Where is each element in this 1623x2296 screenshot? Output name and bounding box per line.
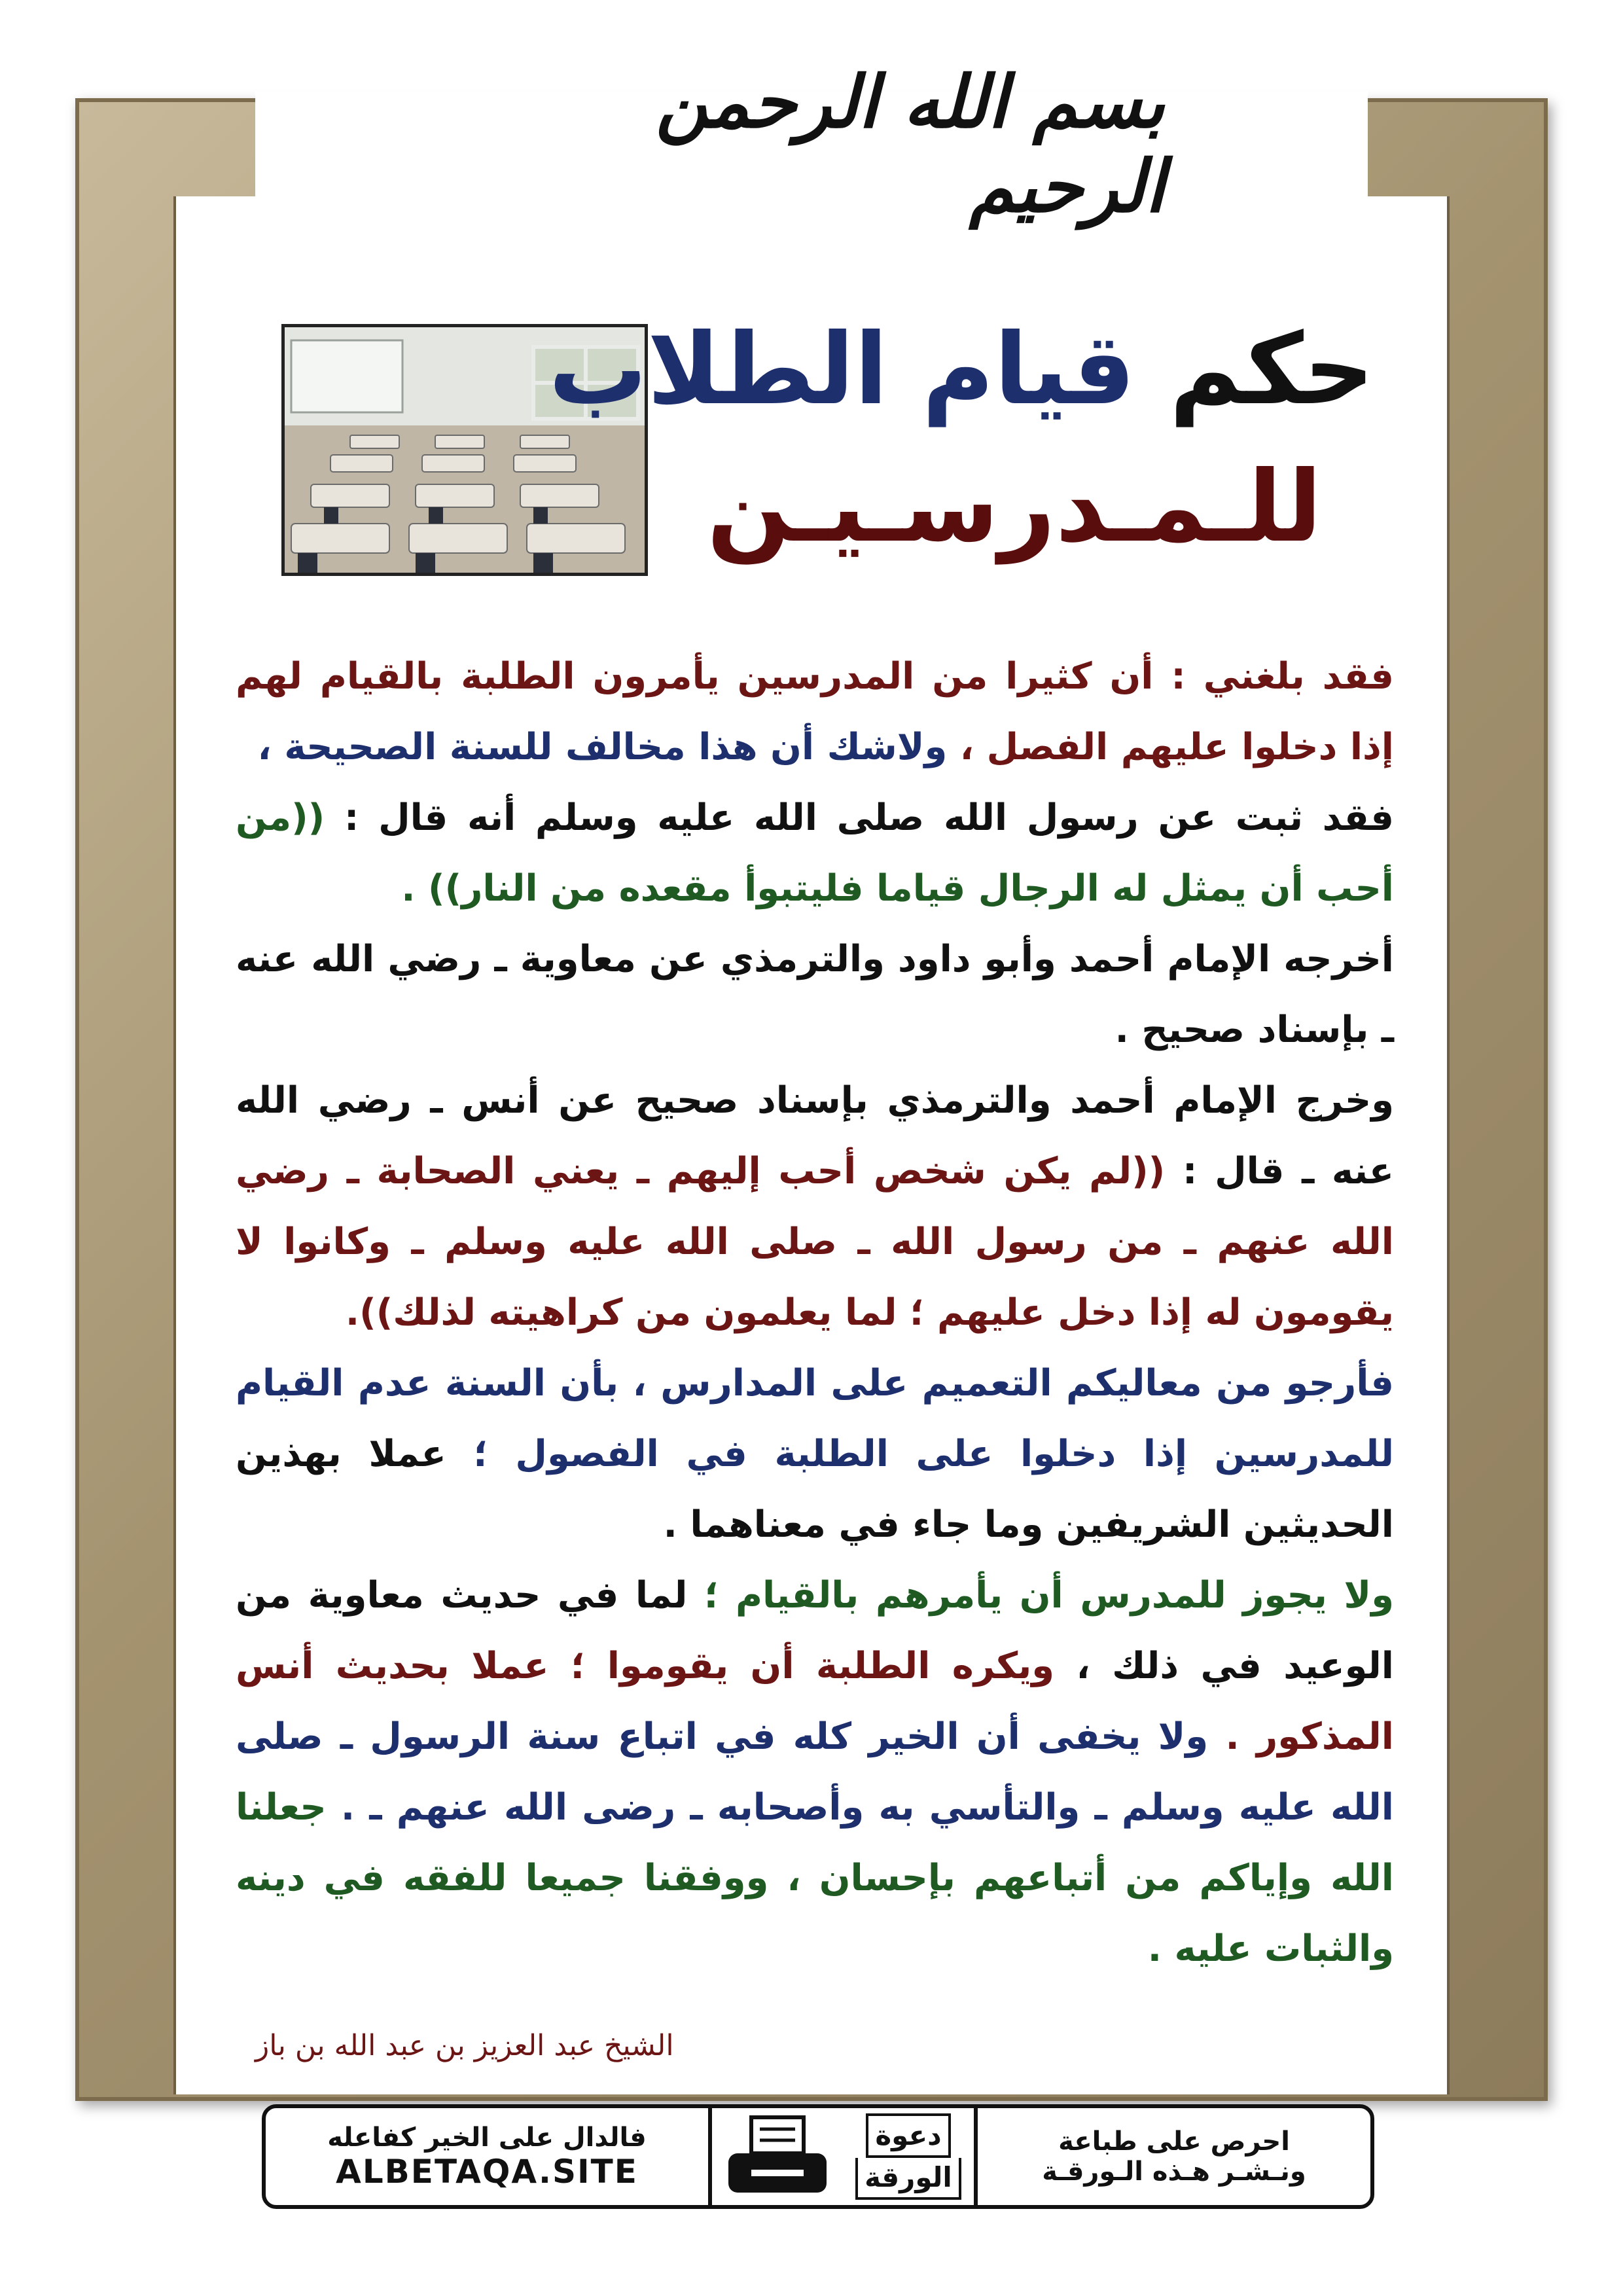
footer-site-url: ALBETAQA.SITE bbox=[336, 2153, 638, 2191]
body-text-segment: ولاشك أن هذا مخالف للسنة الصحيحة ، bbox=[257, 726, 948, 768]
body-text-segment: ولا يجوز للمدرس أن يأمرهم بالقيام ؛ bbox=[687, 1574, 1395, 1617]
title-word-hukm: حكم bbox=[1169, 313, 1374, 427]
page-title-line-1 bbox=[548, 308, 1374, 432]
body-text-segment: ((لم يكن شخص أحب إليهم ـ يعني الصحابة ـ رضي الله عنهم ـ من رسول الله ـ صلى الله عليه وسلم ـ وكانوا لا يقومون له إذا دخل عليهم ؛ لما يعلمون من كراهيته لذلك)). bbox=[236, 1150, 1394, 1334]
article-body bbox=[236, 641, 1394, 1984]
body-text-segment: جعلنا الله وإياكم من أتباعهم بإحسان ، ووفقنا جميعا للفقه في دينه والثبات عليه . bbox=[236, 1786, 1394, 1970]
basmala-calligraphy: بسم الله الرحمن الرحيم bbox=[655, 60, 1165, 228]
title-word-qiyam: قيام الطلاب bbox=[548, 313, 1135, 427]
body-text-segment: أخرجه الإمام أحمد وأبو داود والترمذي عن معاوية ـ رضي الله عنه ـ بإسناد صحيح . bbox=[236, 938, 1394, 1051]
body-text-segment: فأرجو من معاليكم التعميم على المدارس ، بأن السنة عدم القيام للمدرسين إذا دخلوا على الطلبة في الفصول ؛ bbox=[236, 1362, 1395, 1475]
body-text-segment: فقد بلغني : أن كثيرا من المدرسين يأمرون الطلبة بالقيام لهم إذا دخلوا عليهم الفصل ، bbox=[236, 655, 1394, 768]
footer-proverb: فالدال على الخير كفاعله bbox=[327, 2123, 647, 2153]
footer-bar bbox=[262, 2104, 1374, 2209]
body-text-segment: ((من أحب أن يمثل له الرجال قياما فليتبوأ مقعده من النار)) . bbox=[236, 797, 1394, 910]
printer-icon-graphic bbox=[722, 2111, 833, 2202]
body-text-segment: وخرج الإمام أحمد والترمذي بإسناد صحيح عن أنس ـ رضي الله عنه ـ قال : bbox=[236, 1079, 1394, 1193]
body-text-segment: لما في حديث معاوية من الوعيد في ذلك ، bbox=[236, 1574, 1394, 1687]
logo-line-1: دعوة bbox=[866, 2113, 950, 2158]
printer-icon bbox=[712, 2108, 843, 2205]
logo-line-2: الورقة bbox=[855, 2158, 961, 2200]
footer-site bbox=[266, 2108, 708, 2205]
footer-print-line-2: ونـشـر هـذه الـورقـة bbox=[1042, 2157, 1306, 2187]
footer-print-note bbox=[978, 2108, 1370, 2205]
body-text-segment: فقد ثبت عن رسول الله صلى الله عليه وسلم أنه قال : bbox=[325, 797, 1394, 839]
author-signature: الشيخ عبد العزيز بن عبد الله بن باز bbox=[255, 2029, 674, 2062]
body-text-segment: ولا يخفى أن الخير كله في اتباع سنة الرسول ـ صلى الله عليه وسلم ـ والتأسي به وأصحابه ـ رضى الله عنهم ـ . bbox=[236, 1715, 1394, 1829]
footer-divider-2 bbox=[708, 2108, 712, 2205]
body-paragraph bbox=[236, 641, 1394, 783]
body-text-segment: عملا بهذين الحديثين الشريفين وما جاء في معناهما . bbox=[236, 1433, 1394, 1546]
footer-logo bbox=[843, 2108, 974, 2205]
footer-print-line-1: احرص على طباعة bbox=[1058, 2126, 1290, 2157]
body-paragraph bbox=[236, 1066, 1394, 1348]
page-title-line-2: للـمـدرسـيـن bbox=[707, 450, 1322, 564]
body-text-segment: ويكره الطلبة أن يقوموا ؛ عملا بحديث أنس المذكور . bbox=[236, 1645, 1394, 1758]
body-paragraph bbox=[236, 1560, 1394, 1984]
body-paragraph bbox=[236, 1348, 1394, 1560]
body-paragraph bbox=[236, 783, 1394, 924]
footer-divider bbox=[974, 2108, 978, 2205]
body-paragraph bbox=[236, 924, 1394, 1066]
